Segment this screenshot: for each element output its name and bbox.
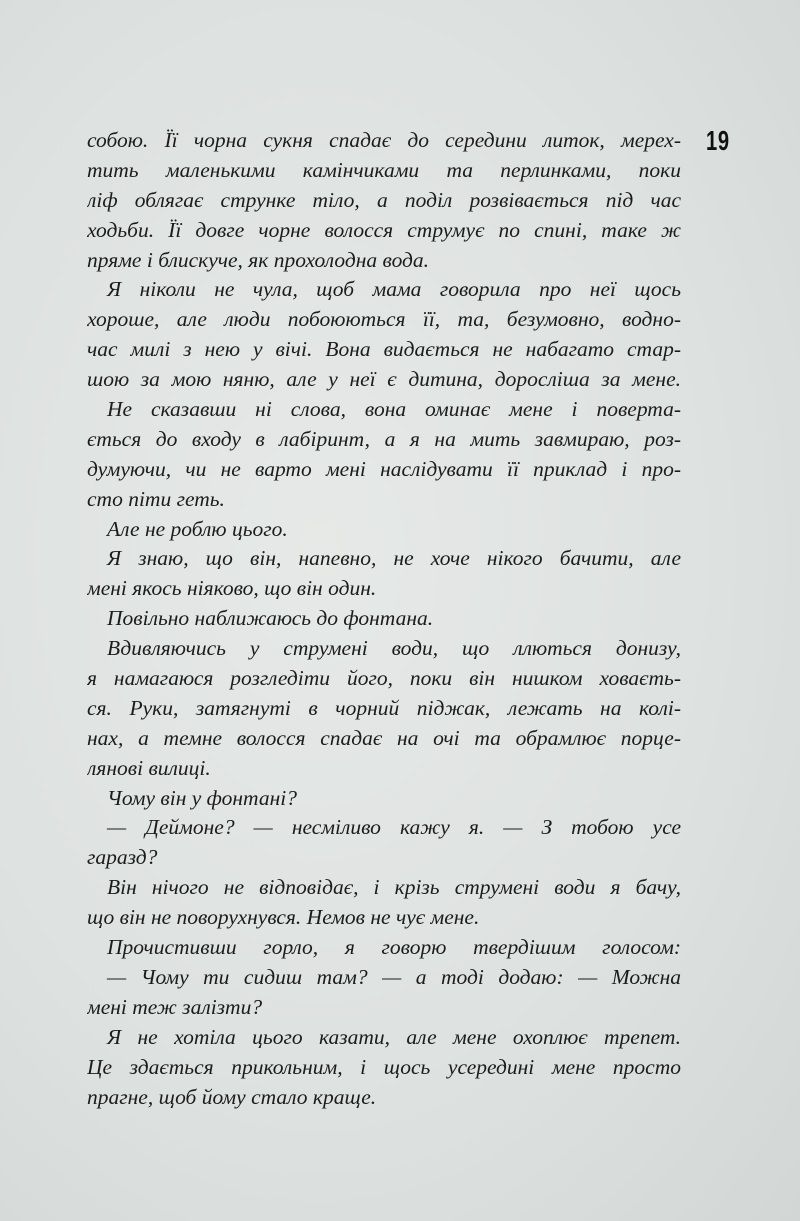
text-line: собою. Її чорна сукня спадає до середини литок, мерех- [87, 128, 681, 152]
text-line: ходьби. Її довге чорне волосся струмує по спині, таке ж [87, 217, 681, 242]
text-line: Я ніколи не чула, щоб мама говорила про неї щось [107, 277, 681, 302]
text-line: прагне, щоб йому стало краще. [87, 1084, 377, 1109]
text-line: я намагаюся розгледіти його, поки він нишком ховаєть- [87, 666, 681, 691]
text-line: Не сказавши ні слова, вона оминає мене і поверта- [107, 397, 681, 422]
text-line: — Деймоне? — несміливо кажу я. — З тобою усе [107, 815, 681, 840]
text-line: Вдивляючись у струмені води, що ллються донизу, [107, 636, 681, 661]
text-line: шою за мою няню, але у неї є дитина, доросліша за мене. [87, 367, 681, 392]
text-line: мені якось ніяково, що він один. [87, 576, 377, 601]
text-line: ється до входу в лабіринт, а я на мить завмираю, роз- [87, 426, 681, 451]
text-line: лянові вилиці. [87, 755, 211, 780]
text-line: — Чому ти сидиш там? — а тоді додаю: — Можна [107, 964, 681, 989]
text-line: що він не поворухнувся. Немов не чує мене. [87, 905, 480, 930]
text-line: тить маленькими камінчиками та перлинками, поки [87, 157, 681, 182]
text-line: Я не хотіла цього казати, але мене охоплює трепет. [107, 1024, 681, 1049]
text-line: Чому він у фонтані? [107, 785, 297, 810]
text-line: Але не роблю цього. [107, 516, 288, 541]
page-number: 19 [706, 125, 730, 156]
body-text [87, 126, 681, 1112]
text-line: нах, а темне волосся спадає на очі та обрамлює порце- [87, 725, 681, 750]
text-line: гаразд? [87, 845, 158, 870]
text-line: сто піти геть. [87, 486, 225, 511]
text-line: ся. Руки, затягнуті в чорний піджак, лежать на колі- [87, 695, 681, 720]
text-line: думуючи, чи не варто мені наслідувати її приклад і про- [87, 456, 681, 481]
text-line: Я знаю, що він, напевно, не хоче нікого бачити, але [107, 546, 681, 571]
text-line: Прочистивши горло, я говорю твердішим голосом: [107, 935, 681, 960]
text-line: час милі з нею у вічі. Вона видається не набагато стар- [87, 337, 681, 362]
text-line: Він нічого не відповідає, і крізь струмені води я бачу, [107, 875, 681, 900]
text-line: Це здається прикольним, і щось усередині мене просто [87, 1054, 681, 1079]
text-line: Повільно наближаюсь до фонтана. [107, 606, 434, 631]
text-line: пряме і блискуче, як прохолодна вода. [87, 247, 430, 272]
text-line: ліф облягає струнке тіло, а поділ розвівається під час [87, 187, 681, 212]
text-line: хороше, але люди побоюються її, та, безумовно, водно- [87, 307, 681, 332]
text-line: мені теж залізти? [87, 994, 263, 1019]
